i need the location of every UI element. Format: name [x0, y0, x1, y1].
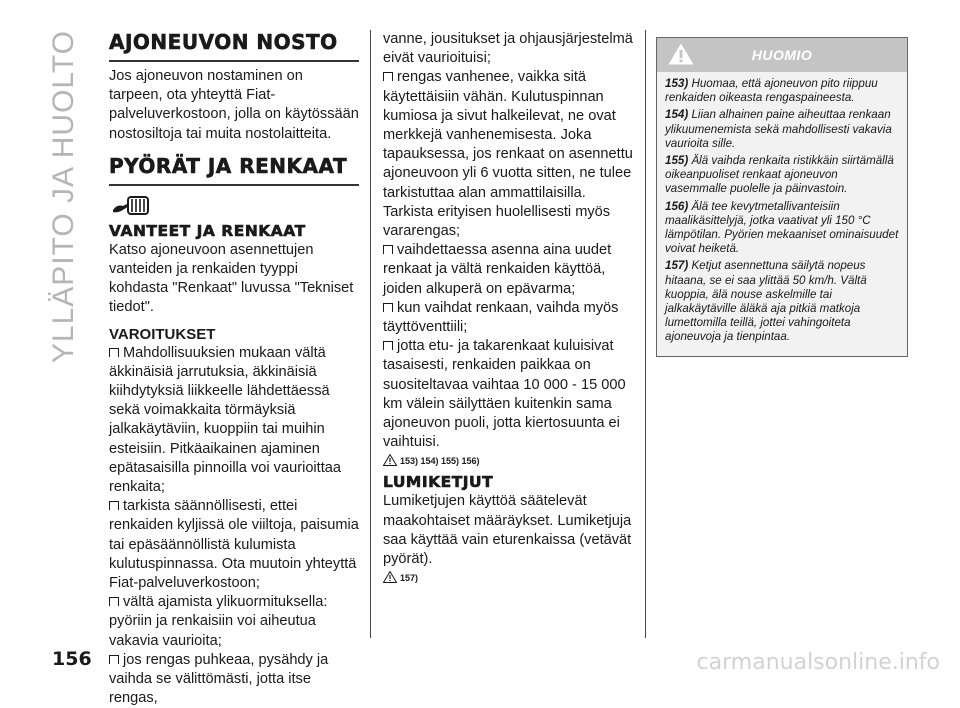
heading-wheels-tyres: PYÖRÄT JA RENKAAT	[109, 154, 359, 186]
notice-title: HUOMIO	[751, 47, 813, 63]
notice-item-text: Liian alhainen paine aiheuttaa renkaan ylikuumenemista sekä mahdollisesti vakavia vaurioita sille.	[665, 108, 892, 150]
bullet-text: kun vaihdat renkaan, vaihda myös täyttöventtiili;	[383, 299, 619, 336]
bullet-item	[109, 593, 359, 651]
column-1	[109, 30, 359, 708]
lifting-paragraph: Jos ajoneuvon nostaminen on tarpeen, ota yhteyttä Fiat-palveluverkostoon, jolla on käytössään nostosiltoja tai muita nostolaitteita.	[109, 68, 359, 142]
bullet-text: vältä ajamista ylikuormituksella: pyöriin ja renkaisiin voi aiheutua vakavia vaurioita;	[109, 594, 328, 649]
bullet-item	[383, 68, 633, 241]
reference-numbers: 157)	[400, 573, 419, 584]
notice-header	[657, 38, 907, 72]
heading-rims-tyres: VANTEET JA RENKAAT	[109, 221, 306, 240]
bullet-icon	[109, 348, 119, 357]
bullet-item	[109, 497, 359, 593]
continued-paragraph: vanne, jousitukset ja ohjausjärjestelmä eivät vaurioituisi;	[383, 31, 633, 67]
warning-references	[383, 454, 633, 467]
page-number: 156	[52, 648, 92, 670]
heading-snow-chains: LUMIKETJUT	[383, 473, 494, 492]
notice-item-text: Huomaa, että ajoneuvon pito riippuu renkaiden oikeasta rengaspaineesta.	[665, 77, 878, 105]
bullet-icon	[109, 655, 119, 664]
notice-item-text: Älä vaihda renkaita ristikkäin siirtämällä oikeanpuoliset renkaat ajoneuvon vasemmalle puolelle ja päinvastoin.	[665, 154, 894, 196]
warning-triangle-icon	[667, 42, 695, 66]
section-title-text: YLLÄPITO JA HUOLTO	[47, 30, 80, 364]
notice-item-number: 155)	[665, 154, 689, 168]
column-2	[383, 30, 633, 590]
bullet-text: jotta etu- ja takarenkaat kuluisivat tasaisesti, renkaiden paikkaa on suositeltavaa vaihtaa 10 000 - 15 000 km välein säilyttäen kuitenkin sama ajoneuvon puoli, jotta kiertosuunta ei vaihtuisi.	[383, 338, 626, 451]
notice-item-text: Ketjut asennettuna säilytä nopeus hitaana, se ei saa ylittää 50 km/h. Vältä kuoppia, älä nouse askelmille tai jalkakäytäville äläkä aja pitkiä matkoja lumettomilla teillä, jottei vahingoiteta ajoneuvoja ja tienpintaa.	[665, 259, 867, 344]
notice-item	[665, 77, 899, 105]
warning-triangle-icon	[383, 571, 397, 583]
bullet-text: rengas vanhenee, vaikka sitä käytettäisiin vähän. Kulutuspinnan kumiosa ja sivut halkeilevat, ne ovat merkkejä vanhenemisesta. Joka tapauksessa, jos renkaat on asennettu ajoneuvoon yli 6 vuotta sitten, ne tulee tarkistuttaa alan ammattilaisilla. Tarkista erityisen huolellisesti myös vararengas;	[383, 69, 633, 240]
notice-item	[665, 200, 899, 257]
bullet-item	[383, 337, 633, 452]
warning-references	[383, 571, 633, 584]
watermark: carmanualsonline.info	[696, 650, 940, 675]
notice-item-number: 156)	[665, 199, 689, 213]
bullet-icon	[383, 341, 393, 350]
column-divider-right	[645, 30, 646, 638]
bullet-text: tarkista säännöllisesti, ettei renkaiden kyljissä ole viiltoja, paisumia tai epäsäännöllistä kulumista kulutuspinnassa. Ota muutoin yhteyttä Fiat-palveluverkostoon;	[109, 498, 359, 592]
warning-triangle-icon	[383, 454, 397, 466]
notice-item	[665, 259, 899, 344]
column-divider-left	[370, 30, 371, 638]
bullet-item	[109, 344, 359, 498]
bullet-icon	[383, 245, 393, 254]
rims-paragraph: Katso ajoneuvoon asennettujen vanteiden ja renkaiden tyyppi kohdasta "Renkaat" luvussa "Tekniset tiedot".	[109, 241, 354, 316]
tyre-hand-icon	[111, 194, 151, 216]
bullet-text: vaihdettaessa asenna aina uudet renkaat ja vältä renkaiden käyttöä, joiden alkuperä on epävarma;	[383, 242, 612, 297]
bullet-icon	[109, 501, 119, 510]
bullet-icon	[109, 597, 119, 606]
notice-item-number: 154)	[665, 108, 689, 122]
heading-warnings: VAROITUKSET	[109, 325, 216, 343]
notice-item	[665, 154, 899, 197]
section-title-vertical	[44, 30, 84, 364]
bullet-icon	[383, 72, 393, 81]
bullet-icon	[383, 303, 393, 312]
bullet-text: Mahdollisuuksien mukaan vältä äkkinäisiä jarrutuksia, äkkinäisiä kiihdytyksiä liikkeelle lähdettäessä sekä voimakkaita törmäyksiä jalkakäytäviin, kuoppiin tai muihin esteisiin. Pitkäaikainen ajaminen epätasaisilla pinnoilla voi vaurioittaa renkaita;	[109, 344, 342, 496]
heading-vehicle-lifting: AJONEUVON NOSTO	[109, 30, 359, 62]
notice-body	[657, 72, 907, 356]
notice-item	[665, 108, 899, 151]
reference-numbers: 153) 154) 155) 156)	[400, 456, 480, 467]
bullet-item	[109, 651, 359, 708]
chains-paragraph: Lumiketjujen käyttöä säätelevät maakohtaiset määräykset. Lumiketjuja saa käyttää vain eturenkaissa (vetävät pyörät).	[383, 493, 632, 568]
warning-notice-box	[656, 37, 908, 357]
notice-item-text: Älä tee kevytmetallivanteisiin maalikäsittelyjä, jotka vaativat yli 150 °C lämpötilan. Pyörien mekaaniset ominaisuudet voivat heiketä.	[665, 199, 899, 256]
bullet-item	[383, 241, 633, 299]
bullet-text: jos rengas puhkeaa, pysähdy ja vaihda se välittömästi, jotta itse rengas,	[109, 651, 329, 707]
bullet-item	[383, 299, 633, 337]
notice-item-number: 157)	[665, 259, 689, 273]
notice-item-number: 153)	[665, 77, 689, 90]
